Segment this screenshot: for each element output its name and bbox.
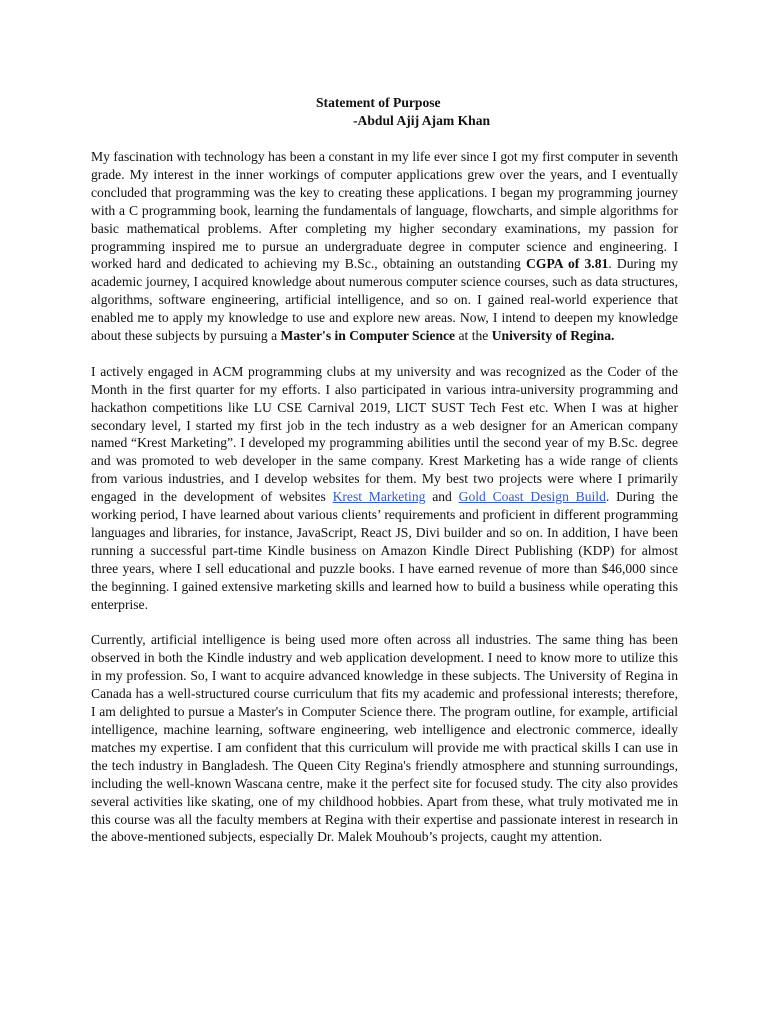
document-body xyxy=(91,148,678,864)
cgpa-highlight: CGPA of 3.81 xyxy=(526,256,609,272)
paragraph-2 xyxy=(91,363,678,614)
paragraph-3 xyxy=(91,631,678,846)
paragraph-1-text-3: at the xyxy=(455,328,492,344)
degree-highlight: Master's in Computer Science xyxy=(280,328,456,344)
paragraph-2-text-2: and xyxy=(425,489,459,505)
document-title: Statement of Purpose xyxy=(316,95,441,110)
paragraph-3-text-1: Currently, artificial intelligence is being used more often across all industries. The same thing has been observed in both the Kindle industry and web application development. I need to know more to utilize this in my profession. So, I want to acquire advanced knowledge in these subjects. The University of Regina in Canada has a well-structured course curriculum that fits my academic and professional interests; therefore, I am delighted to pursue a Master's in Computer Science there. The program outline, for example, artificial intelligence, machine learning, software engineering, web intelligence and electronic commerce, ideally matches my expertise. I am confident that this curriculum will provide me with practical skills I can use in the tech industry in Bangladesh. The Queen City Regina's friendly atmosphere and stunning surroundings, including the well-known Wascana centre, make it the perfect site for focused study. The city also provides several activities like skating, one of my childhood hobbies. Apart from these, what truly motivated me in this course was all the faculty members at Regina with their expertise and passionate interest in research in the above-mentioned subjects, especially Dr. Malek Mouhoub’s projects, caught my attention. xyxy=(91,632,678,845)
gold-coast-design-build-link[interactable]: Gold Coast Design Build xyxy=(458,489,606,505)
paragraph-2-text-3: . During the working period, I have learned about various clients’ requirements and proficient in different programming languages and libraries, for instance, JavaScript, React JS, Divi builder and so on. In addition, I have been running a successful part-time Kindle business on Amazon Kindle Direct Publishing (KDP) for almost three years, where I sell educational and puzzle books. I have earned revenue of more than $46,000 since the beginning. I gained extensive marketing skills and learned how to build a business while operating this enterprise. xyxy=(91,489,678,612)
university-highlight: University of Regina. xyxy=(491,328,615,344)
paragraph-1 xyxy=(91,148,678,345)
krest-marketing-link[interactable]: Krest Marketing xyxy=(332,489,426,505)
paragraph-2-text-1: I actively engaged in ACM programming clubs at my university and was recognized as the Coder of the Month in the first quarter for my efforts. I also participated in various intra-university programming and hackathon competitions like LU CSE Carnival 2019, LICT SUST Tech Fest etc. When I was at higher secondary level, I started my first job in the tech industry as a web designer for an American company named “Krest Marketing”. I developed my programming abilities until the second year of my B.Sc. degree and was promoted to web developer in the same company. Krest Marketing has a wide range of clients from various industries, and I develop websites for them. My best two projects were where I primarily engaged in the development of websites xyxy=(91,363,678,505)
document-author: -Abdul Ajij Ajam Khan xyxy=(353,113,491,128)
paragraph-1-text-2: . During my academic journey, I acquired knowledge about numerous computer science courses, such as data structures, algorithms, software engineering, artificial intelligence, and so on. I gained real-world experience that enabled me to apply my knowledge to use and explore new areas. Now, I intend to deepen my knowledge about these subjects by pursuing a xyxy=(91,256,678,344)
paragraph-1-text-1: My fascination with technology has been a constant in my life ever since I got my first computer in seventh grade. My interest in the inner workings of computer applications grew over the years, and I eventually concluded that programming was the key to creating these applications. I began my programming journey with a C programming book, learning the fundamentals of language, flowcharts, and simple algorithms for basic mathematical problems. After completing my higher secondary examinations, my passion for programming inspired me to pursue an undergraduate degree in computer science and engineering. I worked hard and dedicated to achieving my B.Sc., obtaining an outstanding xyxy=(91,149,678,272)
title-block xyxy=(0,94,768,130)
